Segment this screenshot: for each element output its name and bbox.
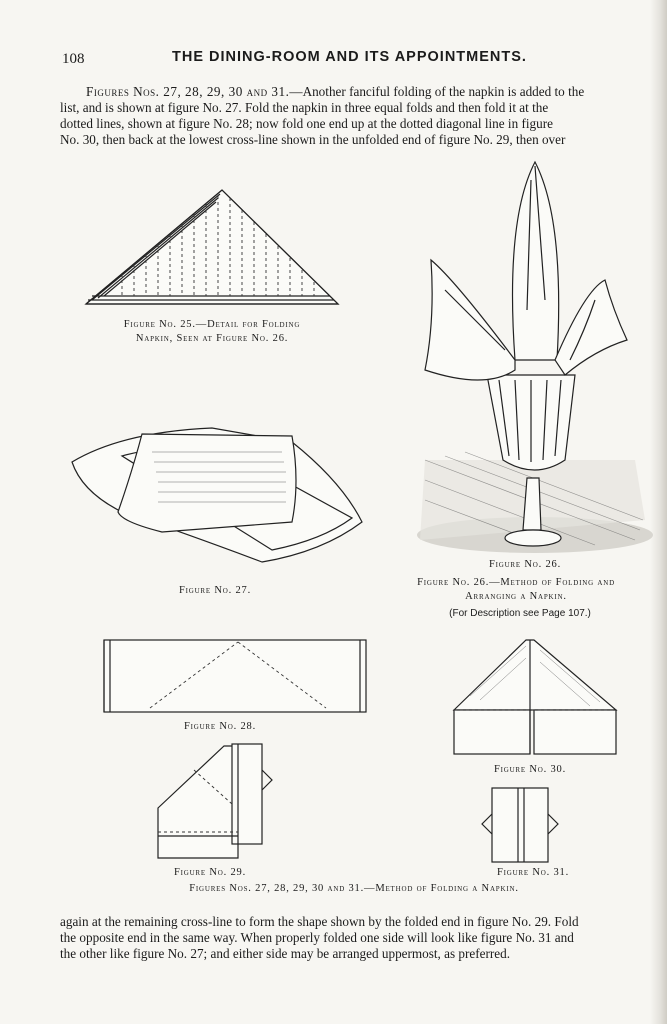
figure-30-caption: Figure No. 30. bbox=[493, 764, 567, 775]
intro-lead: Figures Nos. 27, 28, 29, 30 and 31. bbox=[86, 84, 290, 99]
figures-group-caption: Figures Nos. 27, 28, 29, 30 and 31.—Method of Folding a Napkin. bbox=[189, 883, 519, 894]
figure-25-illustration bbox=[82, 188, 342, 310]
figure-26-label: Figure No. 26. bbox=[488, 559, 562, 570]
intro-line1: —Another fanciful folding of the napkin is added to the bbox=[289, 84, 585, 99]
figure-27-caption: Figure No. 27. bbox=[178, 585, 252, 596]
intro-line4: No. 30, then back at the lowest cross-line shown in the unfolded end of figure No. 29, then over bbox=[60, 132, 566, 147]
closing-line1: again at the remaining cross-line to form the shape shown by the folded end in figure No. 29. Fold bbox=[60, 914, 579, 929]
figure-31-illustration bbox=[478, 784, 562, 866]
closing-paragraph bbox=[60, 914, 648, 962]
page-number: 108 bbox=[62, 51, 85, 67]
figure-25-caption-line1: Figure No. 25.—Detail for Folding bbox=[123, 319, 301, 330]
figure-31-caption: Figure No. 31. bbox=[496, 867, 570, 878]
figure-30-illustration bbox=[450, 636, 620, 758]
closing-line2: the opposite end in the same way. When properly folded one side will look like figure No. 31 and bbox=[60, 930, 574, 945]
figure-25-caption-line2: Napkin, Seen at Figure No. 26. bbox=[135, 333, 289, 344]
figure-26-note: (For Description see Page 107.) bbox=[449, 608, 591, 619]
figure-26-illustration bbox=[395, 160, 645, 560]
figure-26-caption bbox=[385, 576, 647, 604]
figure-25-caption bbox=[82, 318, 342, 346]
closing-line3: the other like figure No. 27; and either side may be arranged uppermost, as preferred. bbox=[60, 946, 511, 961]
figure-29-caption: Figure No. 29. bbox=[173, 867, 247, 878]
figure-28-caption: Figure No. 28. bbox=[183, 721, 257, 732]
intro-line3: dotted lines, shown at figure No. 28; now fold one end up at the dotted diagonal line in figure bbox=[60, 116, 553, 131]
figure-27-illustration bbox=[62, 422, 368, 572]
figure-29-illustration bbox=[154, 740, 279, 862]
running-title: THE DINING-ROOM AND ITS APPOINTMENTS. bbox=[172, 49, 527, 65]
figure-26-caption-line1: Figure No. 26.—Method of Folding and bbox=[417, 577, 615, 588]
intro-paragraph bbox=[60, 84, 648, 148]
intro-line2: list, and is shown at figure No. 27. Fold the napkin in three equal folds and then fold it at the bbox=[60, 100, 549, 115]
figure-26-caption-line2: Arranging a Napkin. bbox=[465, 591, 567, 602]
figure-28-illustration bbox=[100, 636, 370, 716]
page-edge-shadow bbox=[650, 0, 667, 1024]
